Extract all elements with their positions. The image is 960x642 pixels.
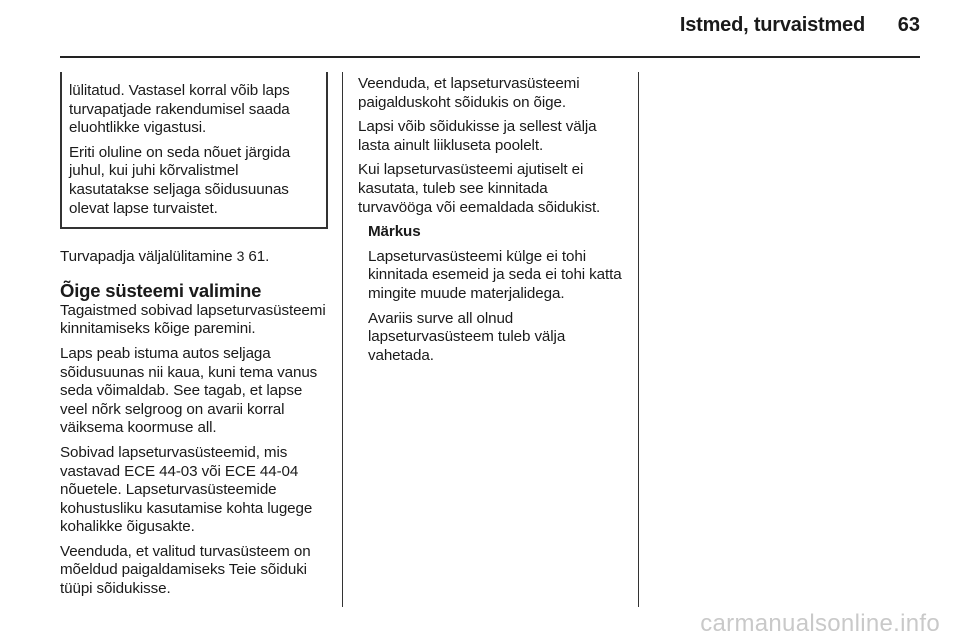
note-block — [358, 223, 623, 365]
airbag-reference-page: 61. — [248, 248, 270, 266]
body-paragraph: Laps peab istuma autos seljaga sõidusuunas nii kaua, kuni tema vanus seda võimaldab. See tagab, et lapse veel nõrk selgroog on avarii korral väiksema koormuse all. — [60, 344, 318, 437]
note-paragraph: Avariis surve all olnud lapseturvasüsteem tuleb välja vahetada. — [368, 309, 566, 364]
note-paragraph: Lapseturvasüsteemi külge ei tohi kinnitada esemeid ja seda ei tohi katta mingite muude materjalidega. — [368, 247, 622, 302]
column-divider-1 — [342, 72, 343, 607]
airbag-reference — [60, 247, 328, 267]
notice-paragraph: lülitatud. Vastasel korral võib laps turvapatjade rakendumisel saada eluohtlikke vigastusi. — [69, 82, 290, 137]
left-column — [60, 72, 328, 605]
airbag-reference-text: Turvapadja väljalülitamine — [60, 248, 233, 266]
note-title: Märkus — [368, 223, 421, 241]
body-paragraph: Sobivad lapseturvasüsteemid, mis vastavad ECE 44-03 või ECE 44-04 nõuetele. Lapseturvasüsteemide kohustusliku kasutamise kohta lugege kohalikke õigusakte. — [60, 443, 313, 536]
body-paragraph: Veenduda, et lapseturvasüsteemi paigalduskoht sõidukis on õige. — [358, 75, 580, 111]
middle-column — [358, 75, 623, 371]
body-paragraph: Lapsi võib sõidukisse ja sellest välja lasta ainult liikluseta poolelt. — [358, 118, 597, 154]
notice-paragraph: Eriti oluline on seda nõuet järgida juhul, kui juhi kõrvalistmel kasutatakse seljaga sõidusuunas olevat lapse turvaistet. — [69, 143, 291, 217]
header-rule — [60, 56, 920, 58]
warning-notice-box — [60, 72, 328, 229]
page-header-title: Istmed, turvaistmed — [679, 14, 865, 36]
page-number: 63 — [897, 14, 920, 36]
section-heading: Õige süsteemi valimine — [60, 279, 262, 301]
body-paragraph: Tagaistmed sobivad lapseturvasüsteemi kinnitamiseks kõige paremini. — [60, 301, 326, 338]
watermark: carmanualsonline.info — [700, 610, 940, 637]
body-paragraph: Kui lapseturvasüsteemi ajutiselt ei kasutata, tuleb see kinnitada turvavööga või eemaldada sõidukist. — [358, 161, 601, 216]
body-paragraph: Veenduda, et valitud turvasüsteem on mõeldud paigaldamiseks Teie sõiduki tüüpi sõidukisse. — [60, 542, 311, 598]
column-divider-2 — [638, 72, 639, 607]
page-reference-arrow-icon: 3 — [236, 248, 245, 265]
